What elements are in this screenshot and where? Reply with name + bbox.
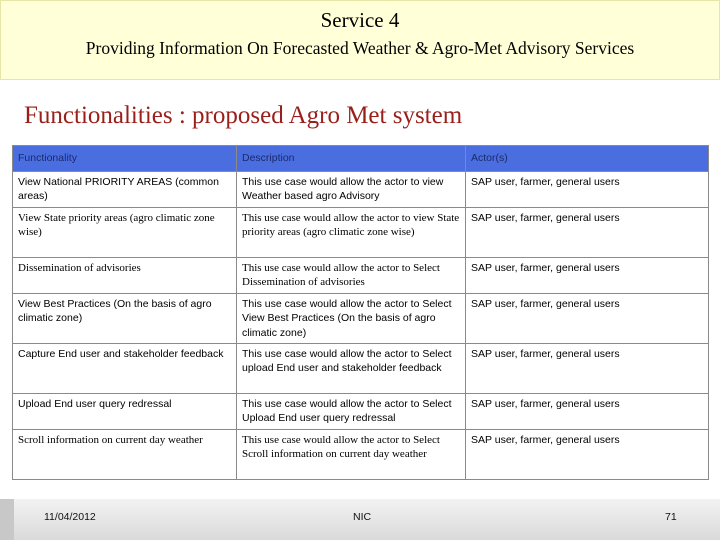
section-heading: Functionalities : proposed Agro Met system bbox=[24, 102, 463, 129]
cell-actors: SAP user, farmer, general users bbox=[466, 294, 709, 344]
cell-description: This use case would allow the actor to view Weather based agro Advisory bbox=[237, 172, 466, 208]
cell-functionality: View National PRIORITY AREAS (common areas) bbox=[13, 172, 237, 208]
cell-functionality: Upload End user query redressal bbox=[13, 394, 237, 430]
cell-description: This use case would allow the actor to Select Upload End user query redressal bbox=[237, 394, 466, 430]
column-header-functionality: Functionality bbox=[13, 146, 237, 172]
table-row bbox=[13, 394, 709, 430]
table-row bbox=[13, 172, 709, 208]
functionality-table bbox=[12, 145, 709, 480]
table-row bbox=[13, 430, 709, 480]
page-number: 71 bbox=[665, 511, 677, 523]
footer-date: 11/04/2012 bbox=[44, 511, 96, 523]
footer-organization: NIC bbox=[353, 511, 372, 523]
cell-description: This use case would allow the actor to Select Scroll information on current day weather bbox=[237, 430, 466, 480]
cell-actors: SAP user, farmer, general users bbox=[466, 394, 709, 430]
cell-actors: SAP user, farmer, general users bbox=[466, 430, 709, 480]
slide-title: Service 4 bbox=[320, 8, 400, 32]
table-row bbox=[13, 344, 709, 394]
footer-left-edge bbox=[0, 499, 14, 540]
cell-functionality: Capture End user and stakeholder feedback bbox=[13, 344, 237, 394]
cell-functionality: Scroll information on current day weather bbox=[13, 430, 237, 480]
cell-functionality: Dissemination of advisories bbox=[13, 258, 237, 294]
table-row bbox=[13, 258, 709, 294]
cell-description: This use case would allow the actor to view State priority areas (agro climatic zone wise) bbox=[237, 208, 466, 258]
header-band bbox=[0, 0, 720, 80]
cell-actors: SAP user, farmer, general users bbox=[466, 208, 709, 258]
cell-actors: SAP user, farmer, general users bbox=[466, 258, 709, 294]
cell-actors: SAP user, farmer, general users bbox=[466, 344, 709, 394]
table-row bbox=[13, 208, 709, 258]
slide-subtitle: Providing Information On Forecasted Weather & Agro-Met Advisory Services bbox=[85, 38, 635, 58]
column-header-description: Description bbox=[237, 146, 466, 172]
cell-description: This use case would allow the actor to Select View Best Practices (On the basis of agro climatic zone) bbox=[237, 294, 466, 344]
column-header-actors: Actor(s) bbox=[466, 146, 709, 172]
table-row bbox=[13, 294, 709, 344]
cell-functionality: View Best Practices (On the basis of agro climatic zone) bbox=[13, 294, 237, 344]
cell-functionality: View State priority areas (agro climatic zone wise) bbox=[13, 208, 237, 258]
table-header-row bbox=[13, 146, 709, 172]
cell-description: This use case would allow the actor to Select upload End user and stakeholder feedback bbox=[237, 344, 466, 394]
cell-actors: SAP user, farmer, general users bbox=[466, 172, 709, 208]
cell-description: This use case would allow the actor to Select Dissemination of advisories bbox=[237, 258, 466, 294]
